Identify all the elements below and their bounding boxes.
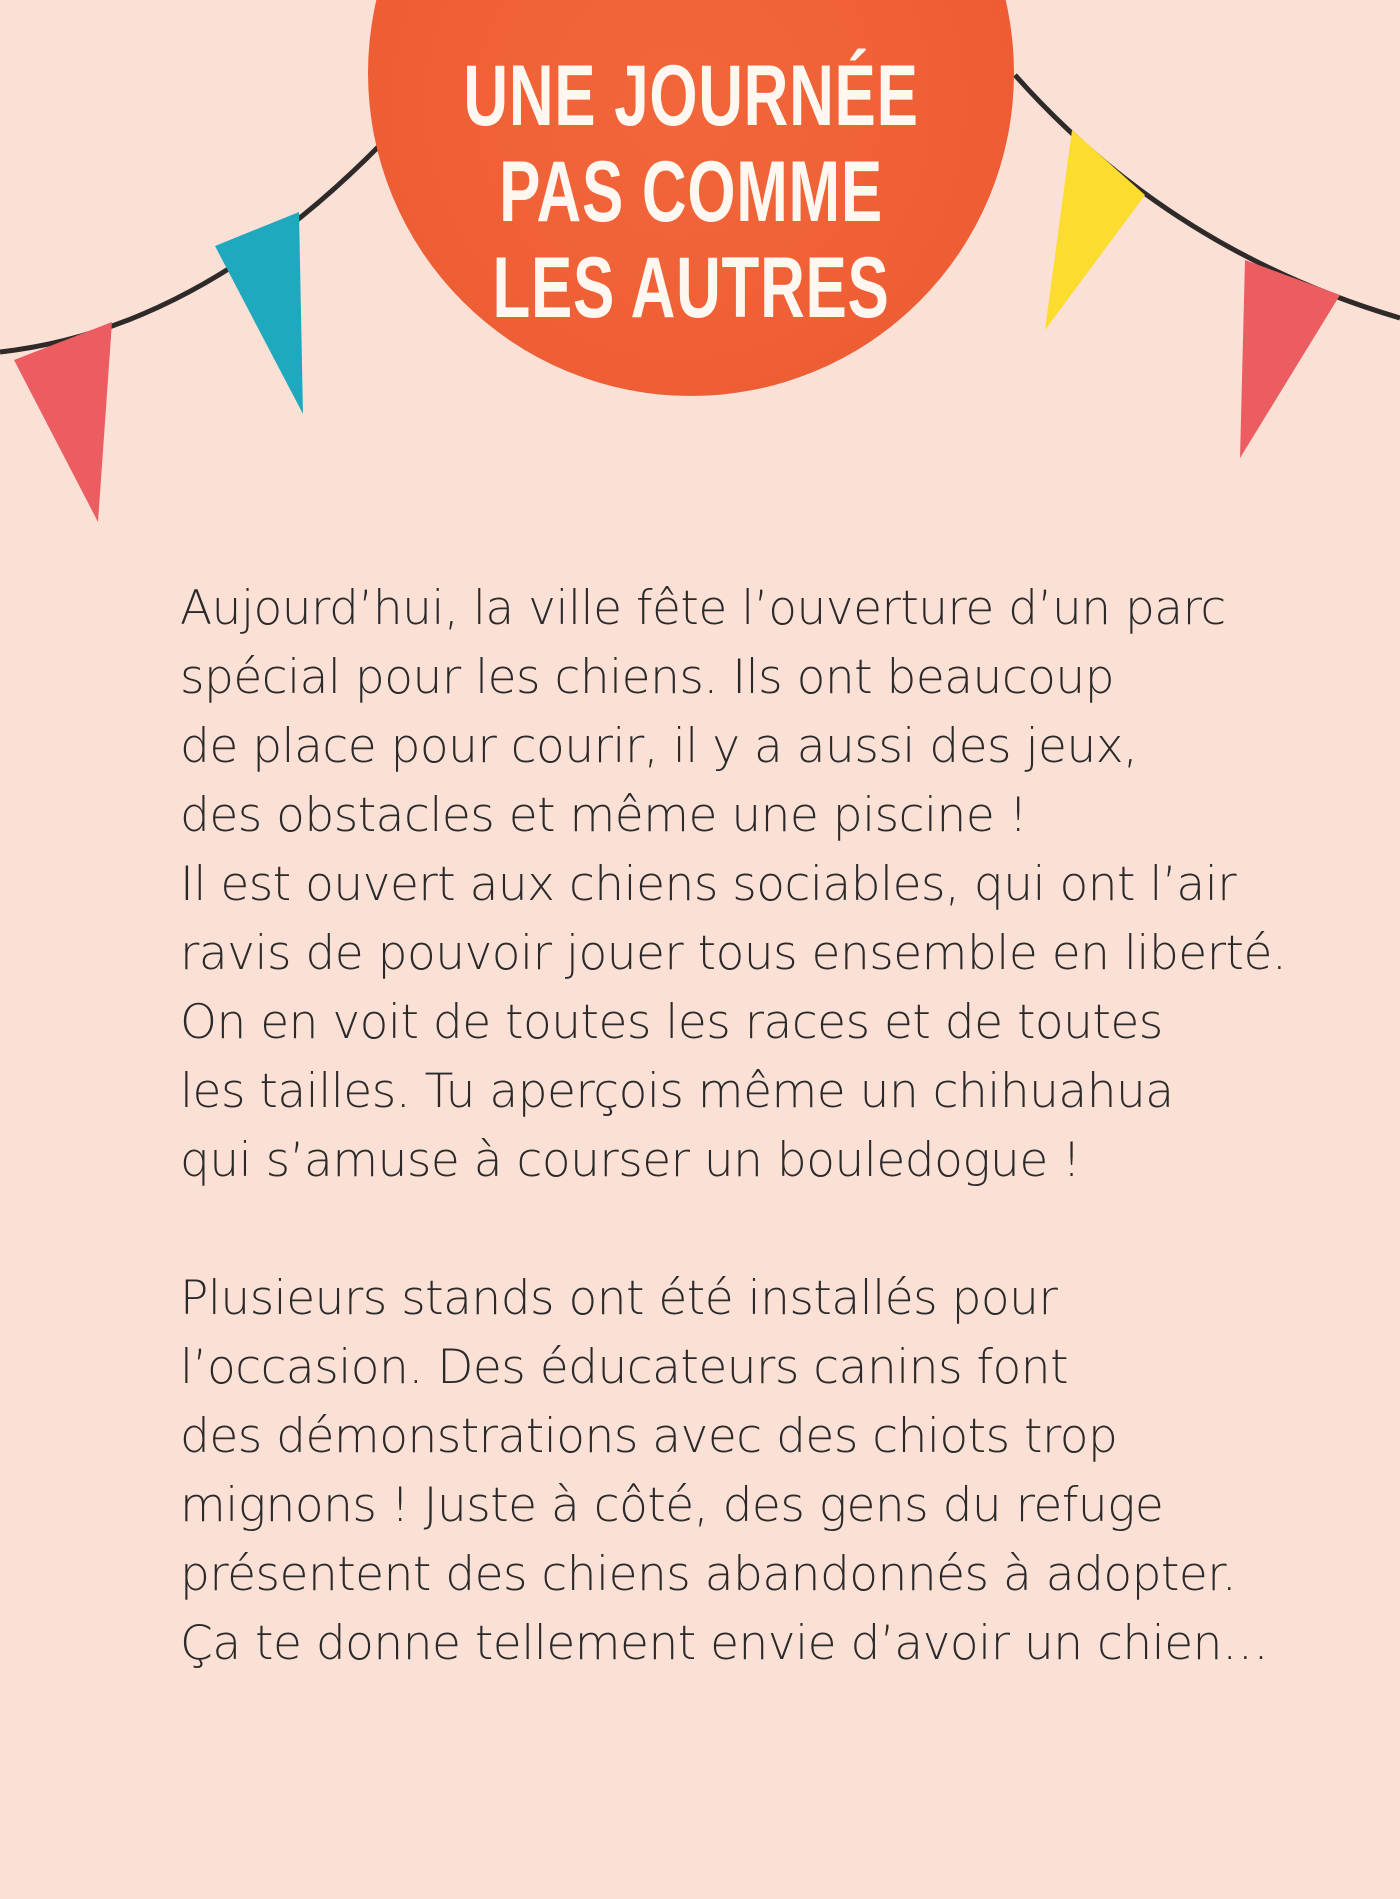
flag-blue [215,212,303,414]
page-title [458,48,923,336]
text-line: Il est ouvert aux chiens sociables, qui ont l’air [180,857,1237,912]
paragraph-1 [180,574,1300,1195]
text-line: des démonstrations avec des chiots trop [180,1409,1118,1464]
text-line: qui s’amuse à courser un bouledogue ! [180,1133,1081,1188]
flag-red-left [14,322,112,522]
text-line: Aujourd’hui, la ville fête l’ouverture d’un parc [180,581,1226,636]
text-line: présentent des chiens abandonnés à adopter. [180,1547,1237,1602]
paragraph-2 [180,1264,1300,1678]
text-line: spécial pour les chiens. Ils ont beaucoup [180,650,1115,705]
title-line: PAS COMME [499,144,883,240]
story-text [180,574,1300,1747]
title-line: UNE JOURNÉE [463,48,919,144]
text-line: Ça te donne tellement envie d’avoir un chien… [180,1616,1269,1671]
flag-red-right [1240,260,1340,458]
title-line: LES AUTRES [492,240,890,336]
text-line: mignons ! Juste à côté, des gens du refuge [180,1478,1164,1533]
text-line: l’occasion. Des éducateurs canins font [180,1340,1069,1395]
text-line: les tailles. Tu aperçois même un chihuahua [180,1064,1174,1119]
flag-yellow [1045,130,1145,330]
text-line: de place pour courir, il y a aussi des jeux, [180,719,1138,774]
text-line: ravis de pouvoir jouer tous ensemble en liberté. [180,926,1287,981]
text-line: On en voit de toutes les races et de toutes [180,995,1163,1050]
text-line: des obstacles et même une piscine ! [180,788,1028,843]
garland-string-left [0,140,385,352]
text-line: Plusieurs stands ont été installés pour [180,1271,1058,1326]
